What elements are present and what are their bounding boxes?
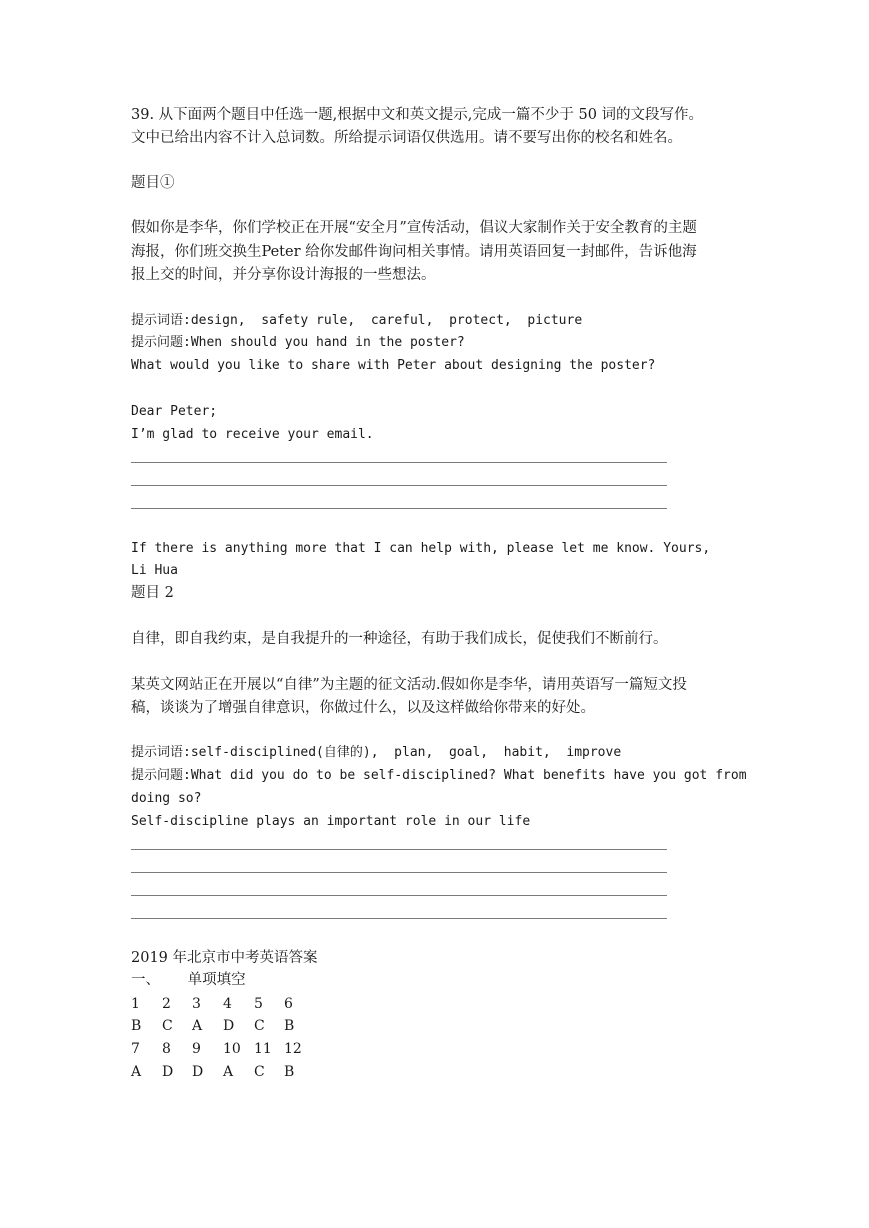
answer-number: 8: [162, 1041, 171, 1057]
topic1-opening: I’m glad to receive your email.: [131, 427, 374, 442]
answer-letter: B: [131, 1018, 142, 1034]
topic2-hint-question-2: doing so?: [131, 791, 202, 806]
writing-line: [131, 485, 667, 486]
answers-section-heading: 一、 单项填空: [131, 972, 246, 988]
topic1-desc-line-3: 报上交的时间，并分享你设计海报的一些想法。: [131, 267, 436, 283]
topic1-hint-question-1: 提示问题:When should you hand in the poster?: [131, 335, 465, 350]
answer-letter: D: [192, 1064, 204, 1080]
answer-number: 9: [192, 1041, 201, 1057]
answer-number: 7: [131, 1041, 140, 1057]
answer-letter: B: [284, 1064, 295, 1080]
question-instruction-line-2: 文中已给出内容不计入总词数。所给提示词语仅供选用。请不要写出你的校名和姓名。: [131, 130, 682, 146]
answer-number: 10: [223, 1041, 241, 1057]
topic1-desc-line-2: 海报，你们班交换生Peter 给你发邮件询问相关事情。请用英语回复一封邮件，告诉他海: [131, 244, 697, 260]
answer-number: 4: [223, 996, 232, 1012]
topic1-heading: 题目①: [131, 175, 175, 191]
writing-line: [131, 462, 667, 463]
writing-line: [131, 918, 667, 919]
answer-number: 11: [254, 1041, 272, 1057]
answer-letter: C: [254, 1018, 265, 1034]
answer-letter: D: [162, 1064, 174, 1080]
writing-line: [131, 508, 667, 509]
answer-letter: A: [192, 1018, 203, 1034]
writing-line: [131, 872, 667, 873]
answer-number: 5: [254, 996, 263, 1012]
writing-line: [131, 895, 667, 896]
answer-number: 12: [284, 1041, 302, 1057]
answer-letter: C: [162, 1018, 173, 1034]
topic1-desc-line-1: 假如你是李华，你们学校正在开展“安全月”宣传活动，倡议大家制作关于安全教育的主题: [131, 220, 697, 236]
topic1-greeting: Dear Peter;: [131, 404, 218, 419]
topic1-hint-words: 提示词语:design, safety rule, careful, protect, picture: [131, 313, 583, 328]
answer-letter: A: [131, 1064, 142, 1080]
answer-number: 1: [131, 996, 140, 1012]
topic2-desc-line-2: 稿，谈谈为了增强自律意识，你做过什么，以及这样做给你带来的好处。: [131, 700, 595, 716]
topic2-hint-question-1: 提示问题:What did you do to be self-disciplined? What benefits have you got from: [131, 768, 747, 783]
answer-letter: D: [223, 1018, 235, 1034]
answer-number: 3: [192, 996, 201, 1012]
answer-number: 2: [162, 996, 171, 1012]
topic1-signature: Li Hua: [131, 563, 178, 578]
topic2-heading: 题目 2: [131, 585, 174, 601]
question-instruction-line-1: 39. 从下面两个题目中任选一题,根据中文和英文提示,完成一篇不少于 50 词的文段写作。: [131, 107, 704, 123]
answer-letter: A: [223, 1064, 234, 1080]
topic1-hint-question-2: What would you like to share with Peter about designing the poster?: [131, 358, 656, 373]
answers-title: 2019 年北京市中考英语答案: [131, 950, 318, 966]
topic2-desc-line-1: 某英文网站正在开展以“自律”为主题的征文活动.假如你是李华，请用英语写一篇短文投: [131, 677, 687, 693]
answer-letter: B: [284, 1018, 295, 1034]
topic2-intro: 自律，即自我约束，是自我提升的一种途径，有助于我们成长，促使我们不断前行。: [131, 631, 668, 647]
topic2-hint-words: 提示词语:self-disciplined(自律的), plan, goal, habit, improve: [131, 745, 622, 760]
topic2-opening: Self-discipline plays an important role in our life: [131, 814, 531, 829]
answer-letter: C: [254, 1064, 265, 1080]
writing-line: [131, 849, 667, 850]
topic1-closing: If there is anything more that I can help with, please let me know. Yours,: [131, 541, 711, 556]
answer-number: 6: [284, 996, 293, 1012]
